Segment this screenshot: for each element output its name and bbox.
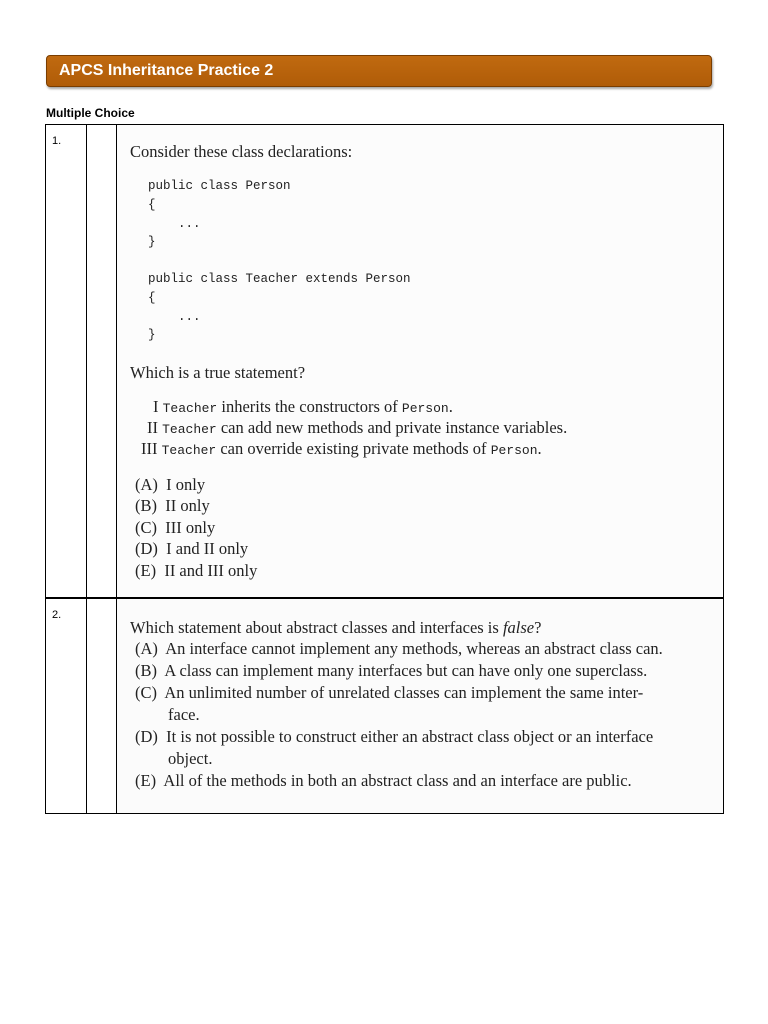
choice-d [135, 727, 653, 747]
choice-text: All of the methods in both an abstract class and an interface are public. [163, 771, 632, 790]
choice-label: (B) [135, 661, 157, 680]
answer-cell [87, 125, 117, 599]
statement-numeral: III [141, 439, 158, 458]
statement-text: inherits the constructors of [217, 397, 402, 416]
statement-iii [141, 439, 542, 459]
answer-cell [87, 598, 117, 814]
question-number: 2. [46, 598, 87, 814]
page-title: APCS Inheritance Practice 2 [59, 62, 274, 79]
question-cell [117, 125, 724, 599]
statement-code: Person [490, 443, 538, 458]
choice-b [135, 661, 647, 681]
statement-text: can add new methods and private instance variables. [216, 418, 568, 437]
code-line: public class Person [148, 179, 291, 193]
statement-text: can override existing private methods of [216, 439, 491, 458]
statement-code: Teacher [162, 401, 218, 416]
choice-label: (D) [135, 727, 158, 746]
question-1-image [117, 125, 723, 597]
choice-text-continued: face. [168, 705, 200, 724]
code-line: public class Teacher extends Person [148, 272, 411, 286]
question-table [45, 124, 724, 814]
prompt-text: Which statement about abstract classes and interfaces is [130, 618, 503, 637]
statement-code: Person [401, 401, 449, 416]
choice-text: An interface cannot implement any methods, whereas an abstract class can. [165, 639, 663, 658]
prompt-emphasis: false [502, 618, 535, 637]
statement-code: Teacher [161, 443, 217, 458]
choice-a: (A) I only [135, 475, 206, 494]
title-banner [46, 55, 712, 87]
choice-text: A class can implement many interfaces but can have only one superclass. [164, 661, 648, 680]
statement-code: Teacher [162, 422, 217, 437]
section-label: Multiple Choice [46, 106, 135, 120]
question-prompt: Which is a true statement? [130, 363, 306, 382]
choice-c [135, 683, 643, 703]
choice-e: (E) II and III only [135, 561, 258, 580]
choice-label: (E) [135, 771, 157, 790]
choice-e [135, 771, 632, 791]
choice-label: (C) [135, 683, 157, 702]
question-intro: Consider these class declarations: [130, 142, 353, 161]
statement-numeral: I [153, 397, 159, 416]
code-line: ... [148, 217, 201, 231]
code-line: { [148, 291, 156, 305]
statement-i [153, 397, 453, 417]
choice-text: An unlimited number of unrelated classes can implement the same inter- [164, 683, 644, 702]
choice-text: It is not possible to construct either an abstract class object or an interface [166, 727, 654, 746]
choice-label: (A) [135, 639, 158, 658]
choice-text-continued: object. [168, 749, 213, 768]
choice-a [135, 639, 663, 659]
statement-tail: . [448, 397, 453, 416]
choice-b: (B) II only [135, 496, 210, 515]
table-row [46, 598, 724, 814]
prompt-tail: ? [534, 618, 542, 637]
code-line: } [148, 328, 156, 342]
question-2-image [117, 599, 723, 813]
table-row [46, 125, 724, 599]
question-prompt [130, 618, 541, 638]
code-line: } [148, 235, 156, 249]
statement-ii [147, 418, 567, 438]
question-cell [117, 598, 724, 814]
code-line: { [148, 198, 156, 212]
code-line: ... [148, 310, 201, 324]
choice-c: (C) III only [135, 518, 216, 537]
question-number: 1. [46, 125, 87, 599]
statement-numeral: II [147, 418, 158, 437]
choice-d: (D) I and II only [135, 539, 249, 558]
statement-tail: . [537, 439, 542, 458]
